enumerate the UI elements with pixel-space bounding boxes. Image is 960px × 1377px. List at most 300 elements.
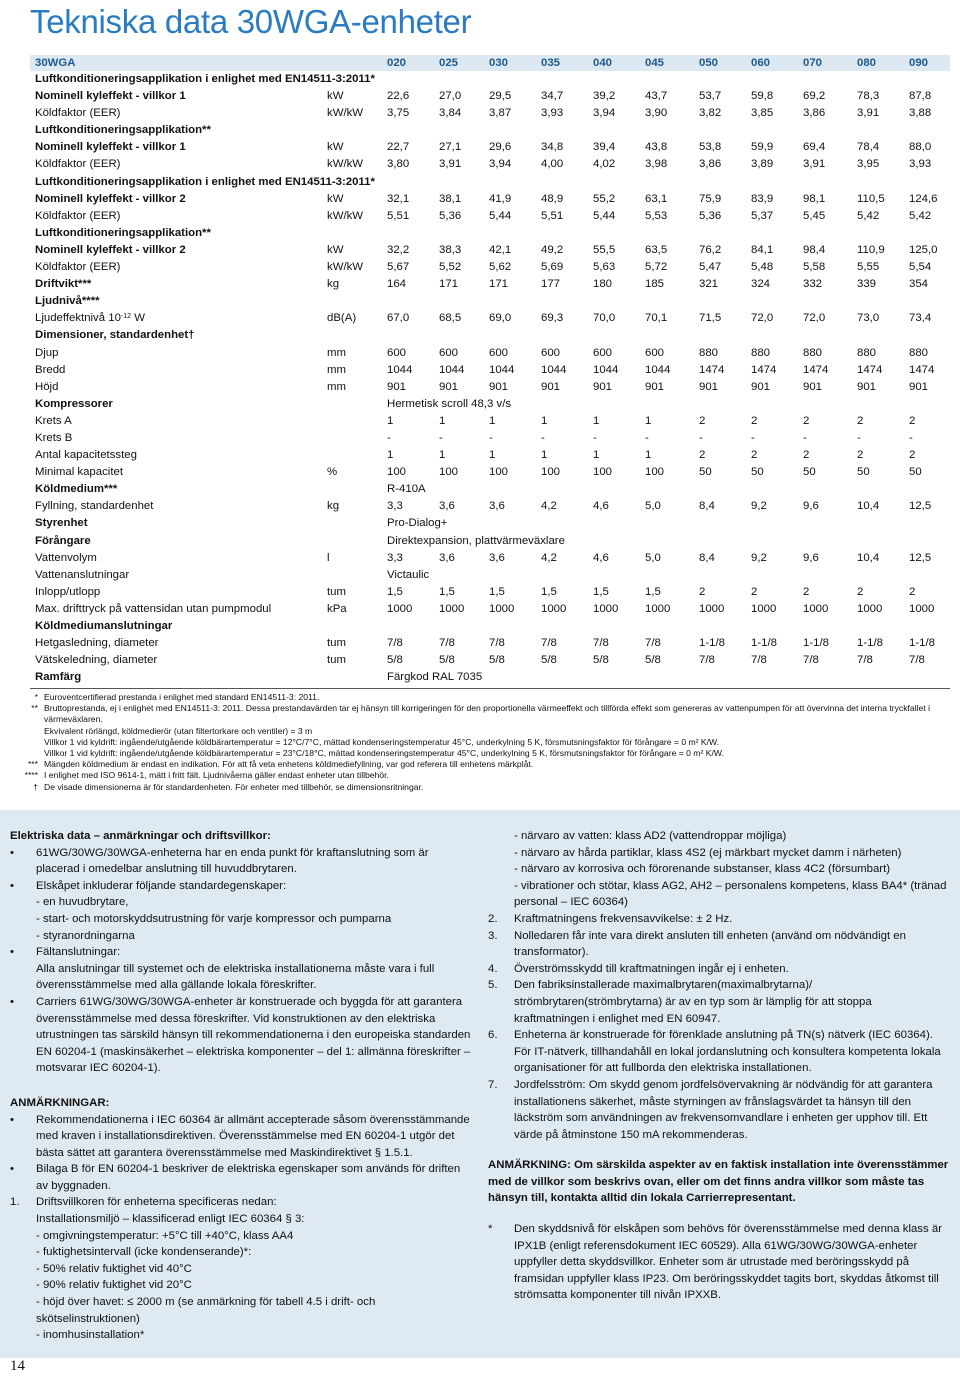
- table-cell: 2: [857, 449, 864, 462]
- table-cell: 73,0: [857, 312, 880, 325]
- table-cell: 5,0: [645, 551, 661, 564]
- row-label: Hetgasledning, diameter: [35, 637, 159, 650]
- table-cell: 110,5: [857, 192, 885, 205]
- section-heading-row: [30, 293, 950, 310]
- model-header-070: 070: [803, 57, 823, 69]
- table-cell: 78,4: [857, 141, 880, 154]
- table-cell: 1000: [803, 602, 829, 615]
- section-heading: Luftkonditioneringsapplikation i enlighet med EN14511-3:2011*: [35, 175, 375, 188]
- table-cell: 100: [645, 466, 665, 479]
- table-cell: 5,36: [699, 209, 722, 222]
- footnote-text: De visade dimensionerna är för standardenheten. För enheter med tillbehör, se dimensionsritningar.: [44, 781, 424, 792]
- table-cell: 3,91: [439, 158, 462, 171]
- table-cell: 2: [803, 414, 810, 427]
- table-cell: 50: [909, 466, 922, 479]
- table-cell: 5/8: [541, 654, 557, 667]
- table-cell: 1: [541, 449, 548, 462]
- table-cell: 63,5: [645, 243, 668, 256]
- table-cell: 9,6: [803, 551, 819, 564]
- table-cell: 4,2: [541, 500, 557, 513]
- table-cell: 1044: [439, 363, 465, 376]
- bullet-icon: •: [10, 1113, 14, 1126]
- table-cell: 69,0: [489, 312, 512, 325]
- table-cell: 3,90: [645, 107, 668, 120]
- table-cell: 5,51: [387, 209, 410, 222]
- env-line: - vibrationer och stötar, klass AG2, AH2 – personalens kompetens, klass BA4* (tränad personal – IEC 60364): [514, 879, 947, 909]
- table-bottom-rule: [30, 688, 950, 689]
- table-cell: 7/8: [857, 654, 873, 667]
- table-cell: 9,2: [751, 551, 767, 564]
- elec-bullet-3: • Fältanslutningar:: [10, 944, 472, 961]
- footnote: [12, 726, 932, 737]
- row-unit: l: [327, 551, 330, 564]
- row-label: Styrenhet: [35, 517, 88, 530]
- table-cell: -: [387, 431, 391, 444]
- table-row: [30, 601, 950, 618]
- table-cell: 1000: [593, 602, 619, 615]
- table-cell: 3,91: [803, 158, 826, 171]
- table-cell: 10,4: [857, 551, 880, 564]
- table-cell: 2: [857, 414, 864, 427]
- model-header-060: 060: [751, 57, 771, 69]
- table-cell: 1: [387, 414, 394, 427]
- table-cell: 600: [439, 346, 459, 359]
- row-label: Inlopp/utlopp: [35, 585, 101, 598]
- span-value: Hermetisk scroll 48,3 v/s: [387, 397, 512, 410]
- row-unit: mm: [327, 346, 346, 359]
- row-label: Kompressorer: [35, 397, 113, 410]
- n1-line: - 90% relativ fuktighet vid 20°C: [36, 1279, 192, 1292]
- row-unit: kg: [327, 500, 340, 513]
- table-cell: 2: [857, 585, 864, 598]
- std-item: - start- och motorskyddsutrustning för varje kompressor och pumparna: [36, 912, 392, 925]
- row-label: Köldfaktor (EER): [35, 107, 121, 120]
- table-row: [30, 447, 950, 464]
- table-cell: 5,0: [645, 500, 661, 513]
- table-cell: 22,7: [387, 141, 410, 154]
- row-unit: tum: [327, 585, 346, 598]
- table-cell: 8,4: [699, 551, 715, 564]
- bullet-icon: •: [10, 846, 14, 859]
- table-cell: 12,5: [909, 551, 932, 564]
- table-cell: -: [593, 431, 597, 444]
- table-cell: 3,88: [909, 107, 932, 120]
- table-cell: 5,63: [593, 261, 616, 274]
- table-cell: 2: [909, 585, 916, 598]
- row-label: Minimal kapacitet: [35, 466, 123, 479]
- row-label-suffix: W: [131, 312, 145, 325]
- row-unit: mm: [327, 380, 346, 393]
- span-value: Direktexpansion, plattvärmeväxlare: [387, 534, 565, 547]
- row-label: Nominell kyleffekt - villkor 1: [35, 141, 186, 154]
- table-cell: 1474: [909, 363, 935, 376]
- table-cell: 5,62: [489, 261, 512, 274]
- table-cell: 1-1/8: [803, 637, 829, 650]
- table-cell: 7/8: [593, 637, 609, 650]
- table-cell: 2: [699, 414, 706, 427]
- model-header-045: 045: [645, 57, 665, 69]
- span-value: Pro-Dialog+: [387, 517, 448, 530]
- numbered-item: [488, 977, 950, 1027]
- row-label: Nominell kyleffekt - villkor 1: [35, 90, 186, 103]
- table-cell: 321: [699, 278, 719, 291]
- table-cell: 2: [699, 585, 706, 598]
- footnote-text: Villkor 1 vid kyldrift: ingående/utgående köldbärartemperatur = 23°C/18°C, mättad kondenseringstemperatur 45°C, underkylning 5 K, försmutsningsfaktor för förångare = 0 m² K/W.: [44, 748, 724, 759]
- section-heading: Luftkonditioneringsapplikation**: [35, 124, 211, 137]
- span-value: R-410A: [387, 483, 426, 496]
- table-cell: 3,6: [439, 500, 455, 513]
- env-line: - närvaro av vatten: klass AD2 (vattendroppar möjliga): [514, 830, 787, 842]
- section-heading: Luftkonditioneringsapplikation i enlighet med EN14511-3:2011*: [35, 73, 375, 85]
- table-cell: 880: [909, 346, 929, 359]
- row-label: Förångare: [35, 534, 91, 547]
- bullet-icon: •: [10, 1163, 14, 1176]
- table-row: [30, 242, 950, 259]
- table-cell: 84,1: [751, 243, 774, 256]
- footnote-mark: *: [34, 692, 38, 702]
- row-label: Fyllning, standardenhet: [35, 500, 154, 513]
- item-number: 4.: [488, 962, 498, 975]
- table-cell: 48,9: [541, 192, 564, 205]
- row-label: Vattenvolym: [35, 551, 97, 564]
- table-cell: -: [489, 431, 493, 444]
- table-cell: 1000: [645, 602, 671, 615]
- table-cell: 98,4: [803, 243, 826, 256]
- table-row: [30, 464, 950, 481]
- table-cell: 29,6: [489, 141, 512, 154]
- table-cell: 5,69: [541, 261, 564, 274]
- table-row: [30, 584, 950, 601]
- item-number: 2.: [488, 912, 498, 925]
- table-cell: 2: [803, 449, 810, 462]
- table-cell: -: [751, 431, 755, 444]
- table-row: [30, 276, 950, 293]
- std-item: - en huvudbrytare,: [36, 896, 129, 909]
- table-cell: 7/8: [541, 637, 557, 650]
- table-cell: 5,36: [439, 209, 462, 222]
- row-label: Köldfaktor (EER): [35, 261, 121, 274]
- table-cell: 164: [387, 278, 407, 291]
- table-cell: 3,6: [439, 551, 455, 564]
- table-cell: 34,7: [541, 90, 564, 103]
- footnote-mark: †: [33, 781, 38, 792]
- table-cell: 1: [645, 449, 652, 462]
- footnote-mark: ***: [27, 759, 38, 770]
- row-unit: kW: [327, 192, 344, 205]
- table-cell: 5,54: [909, 261, 932, 274]
- table-cell: 53,7: [699, 90, 722, 103]
- n1-line: - inomhusinstallation*: [36, 1329, 145, 1342]
- table-cell: 5,53: [645, 209, 668, 222]
- table-cell: 1044: [645, 363, 671, 376]
- row-label: Köldfaktor (EER): [35, 158, 121, 171]
- table-cell: 7/8: [909, 654, 925, 667]
- table-cell: 4,2: [541, 551, 557, 564]
- table-cell: 1474: [857, 363, 883, 376]
- table-cell: 2: [699, 449, 706, 462]
- table-cell: 901: [387, 380, 407, 393]
- table-cell: 2: [751, 585, 758, 598]
- footnote: [12, 759, 932, 770]
- table-cell: 7/8: [645, 637, 661, 650]
- table-cell: 98,1: [803, 192, 826, 205]
- row-label: [35, 310, 145, 327]
- table-cell: 1: [439, 414, 446, 427]
- row-unit: kW/kW: [327, 261, 364, 274]
- table-cell: 171: [489, 278, 509, 291]
- table-cell: 75,9: [699, 192, 722, 205]
- table-cell: 3,91: [857, 107, 880, 120]
- table-cell: 9,6: [803, 500, 819, 513]
- numbered-item: [488, 911, 950, 928]
- row-label: Max. drifttryck på vattensidan utan pumpmodul: [35, 602, 272, 615]
- table-cell: 7/8: [489, 637, 505, 650]
- bullet-icon: •: [10, 995, 14, 1008]
- row-unit: dB(A): [327, 312, 357, 325]
- item-number: 6.: [488, 1029, 498, 1042]
- note-bullet-1: • Rekommendationerna i IEC 60364 är allmänt accepterade såsom överensstämmande med kraven i installationsdirektiven. Överensstämmelse med EN 60204-1 utgör det bästa sättet att garantera överensstämmelse med Maskindirektivet § 1.5.1.: [10, 1113, 470, 1159]
- table-cell: 5,44: [593, 209, 616, 222]
- table-cell: 3,86: [699, 158, 722, 171]
- page-title: Tekniska data 30WGA-enheter: [30, 3, 472, 40]
- notes-heading: ANMÄRKNINGAR:: [10, 1096, 110, 1109]
- table-cell: 1000: [541, 602, 567, 615]
- table-row: [30, 208, 950, 225]
- table-cell: 42,1: [489, 243, 512, 256]
- footnote: [12, 737, 932, 748]
- table-cell: 8,4: [699, 500, 715, 513]
- footnote-mark: ****: [24, 770, 38, 781]
- numbered-item: [488, 961, 950, 978]
- footnote: [12, 782, 932, 793]
- table-cell: 880: [751, 346, 771, 359]
- table-cell: -: [857, 431, 861, 444]
- section-heading-row: [30, 327, 950, 344]
- table-cell: 600: [489, 346, 509, 359]
- table-cell: 901: [489, 380, 509, 393]
- section-heading-row: [30, 122, 950, 139]
- table-cell: 1044: [387, 363, 413, 376]
- table-row: [30, 430, 950, 447]
- table-cell: 39,4: [593, 141, 616, 154]
- row-label-text: Ljudeffektnivå 10: [35, 312, 121, 325]
- table-cell: 7/8: [803, 654, 819, 667]
- table-cell: 73,4: [909, 312, 932, 325]
- table-cell: 38,1: [439, 192, 462, 205]
- n1-line: - höjd över havet: ≤ 2000 m (se anmärkning för tabell 4.5 i drift- och skötselinstruktionen): [36, 1296, 376, 1325]
- model-header-080: 080: [857, 57, 877, 69]
- note-1: 1. Driftsvillkoren för enheterna specificeras nedan:: [10, 1194, 472, 1211]
- row-unit: %: [327, 466, 338, 479]
- row-label: Krets A: [35, 414, 72, 427]
- table-cell: 5/8: [439, 654, 455, 667]
- model-header-020: 020: [387, 57, 407, 69]
- footnote-text: Euroventcertifierad prestanda i enlighet med standard EN14511-3: 2011.: [44, 692, 320, 702]
- table-cell: 124,6: [909, 192, 938, 205]
- row-unit: tum: [327, 654, 346, 667]
- table-cell: 7/8: [699, 654, 715, 667]
- table-cell: 3,94: [593, 107, 616, 120]
- table-cell: 3,87: [489, 107, 512, 120]
- table-cell: 100: [541, 466, 561, 479]
- item-text: Överströmsskydd till kraftmatningen ingår ej i enheten.: [514, 962, 789, 975]
- table-cell: 69,2: [803, 90, 826, 103]
- env-line: - närvaro av hårda partiklar, klass 4S2 (ej märkbart mycket damm i närheten): [514, 846, 902, 859]
- table-cell: 2: [751, 414, 758, 427]
- table-row: [30, 259, 950, 276]
- electrical-heading: Elektriska data – anmärkningar och driftsvillkor:: [10, 830, 271, 842]
- table-cell: 1,5: [489, 585, 505, 598]
- item-text: Jordfelsström: Om skydd genom jordfelsövervakning är nödvändig för att garantera installationens säkerhet, måste styrningen av frånslagsvärdet ta hänsyn till den läckström som användningen av frekvensomvandlare i enheten ger upphov till. Ett värde på åtminstone 150 mA rekommenderas.: [514, 1078, 933, 1141]
- table-cell: 49,2: [541, 243, 564, 256]
- env-line: - närvaro av korrosiva och förorenande substanser, klass 4C2 (försumbart): [514, 863, 891, 876]
- numbered-list: [488, 911, 950, 1143]
- model-header-050: 050: [699, 57, 719, 69]
- table-cell: 901: [803, 380, 823, 393]
- table-cell: 27,1: [439, 141, 462, 154]
- table-cell: 3,86: [803, 107, 826, 120]
- table-row: [30, 88, 950, 105]
- table-cell: 880: [699, 346, 719, 359]
- table-cell: 3,89: [751, 158, 774, 171]
- table-cell: 5/8: [489, 654, 505, 667]
- asterisk-mark: *: [488, 1223, 493, 1236]
- row-label: Vätskeledning, diameter: [35, 654, 158, 667]
- table-cell: 185: [645, 278, 665, 291]
- table-row: [30, 396, 950, 413]
- table-cell: 72,0: [803, 312, 826, 325]
- model-header-090: 090: [909, 57, 929, 69]
- table-row: [30, 669, 950, 686]
- table-cell: 59,9: [751, 141, 774, 154]
- table-cell: -: [909, 431, 913, 444]
- table-cell: 3,94: [489, 158, 512, 171]
- table-cell: 7/8: [387, 637, 403, 650]
- span-value: Färgkod RAL 7035: [387, 671, 483, 684]
- table-cell: 100: [593, 466, 613, 479]
- row-unit: kW: [327, 141, 344, 154]
- table-cell: 1,5: [541, 585, 557, 598]
- table-cell: 5,58: [803, 261, 826, 274]
- page-number: 14: [10, 1358, 25, 1374]
- table-cell: 901: [645, 380, 665, 393]
- table-cell: 3,75: [387, 107, 410, 120]
- table-cell: 76,2: [699, 243, 722, 256]
- table-cell: 39,2: [593, 90, 616, 103]
- table-cell: 901: [909, 380, 929, 393]
- table-cell: 4,00: [541, 158, 564, 171]
- span-value: Victaulic: [387, 568, 430, 581]
- table-row: [30, 498, 950, 515]
- table-cell: 1-1/8: [751, 637, 777, 650]
- elec-bullet-1: • 61WG/30WG/30WGA-enheterna har en enda punkt för kraftanslutning som är placerad i omedelbar anslutning till huvuddbrytaren.: [10, 846, 429, 876]
- table-row: [30, 362, 950, 379]
- table-cell: 100: [387, 466, 407, 479]
- table-cell: 1000: [751, 602, 777, 615]
- table-cell: 5,72: [645, 261, 668, 274]
- table-row: [30, 191, 950, 208]
- table-cell: 4,6: [593, 500, 609, 513]
- table-cell: 901: [751, 380, 771, 393]
- electrical-left-column: [10, 828, 472, 1344]
- bullet-icon: •: [10, 946, 14, 959]
- table-cell: 29,5: [489, 90, 512, 103]
- n1-line: Installationsmiljö – klassificerad enligt IEC 60364 § 3:: [36, 1213, 305, 1226]
- table-cell: 1000: [489, 602, 515, 615]
- table-cell: 1474: [751, 363, 777, 376]
- row-unit: kg: [327, 278, 340, 291]
- table-cell: 34,8: [541, 141, 564, 154]
- table-cell: 5,42: [909, 209, 932, 222]
- table-cell: 1044: [489, 363, 515, 376]
- table-cell: 1,5: [387, 585, 403, 598]
- table-cell: 5,44: [489, 209, 512, 222]
- table-cell: 3,85: [751, 107, 774, 120]
- table-cell: -: [541, 431, 545, 444]
- table-cell: 1-1/8: [857, 637, 883, 650]
- table-cell: 901: [699, 380, 719, 393]
- row-label-sup: -12: [120, 313, 132, 321]
- model-header-025: 025: [439, 57, 459, 69]
- table-cell: 3,3: [387, 500, 403, 513]
- table-cell: 1-1/8: [909, 637, 935, 650]
- table-cell: 1000: [439, 602, 465, 615]
- table-cell: 5,52: [439, 261, 462, 274]
- footnote-text: Villkor 1 vid kyldrift: ingående/utgående köldbärartemperatur = 12°C/7°C, mättad kondenseringstemperatur 45°C, underkylning 5 K, försmutsningsfaktor för förångare = 0 m² K/W.: [44, 736, 720, 747]
- table-row: [30, 550, 950, 567]
- table-cell: 71,5: [699, 312, 722, 325]
- footnote-text: Bruttoprestanda, ej i enlighet med EN14511-3: 2011. Dessa prestandavärden tar ej hänsyn till korrigeringen för den proportionella värmeeffekt och tillförda effekt som genereras av vattenpumpen för att övervinna det interna tryckfallet i värmeväxlaren.: [44, 703, 930, 725]
- table-cell: 1000: [699, 602, 725, 615]
- table-cell: 87,8: [909, 90, 932, 103]
- table-cell: 177: [541, 278, 561, 291]
- section-heading-row: [30, 618, 950, 635]
- table-cell: 55,5: [593, 243, 616, 256]
- numbered-item: [488, 1027, 950, 1077]
- table-cell: 59,8: [751, 90, 774, 103]
- table-cell: 53,8: [699, 141, 722, 154]
- table-cell: 83,9: [751, 192, 774, 205]
- table-row: [30, 345, 950, 362]
- table-cell: 5/8: [645, 654, 661, 667]
- row-label: Köldmedium***: [35, 483, 118, 496]
- table-cell: 68,5: [439, 312, 462, 325]
- table-cell: 901: [857, 380, 877, 393]
- table-cell: 1000: [909, 602, 935, 615]
- table-cell: -: [803, 431, 807, 444]
- table-row: [30, 533, 950, 550]
- table-cell: 1-1/8: [699, 637, 725, 650]
- table-cell: 3,93: [541, 107, 564, 120]
- section-heading-row: [30, 71, 950, 88]
- table-cell: 67,0: [387, 312, 410, 325]
- row-unit: kPa: [327, 602, 347, 615]
- table-cell: 171: [439, 278, 459, 291]
- note-number: 1.: [10, 1196, 20, 1209]
- footnote: [12, 748, 932, 759]
- item-number: 3.: [488, 929, 498, 942]
- table-cell: 3,84: [439, 107, 462, 120]
- item-number: 7.: [488, 1078, 498, 1091]
- table-cell: 1474: [803, 363, 829, 376]
- table-cell: 3,6: [489, 551, 505, 564]
- table-cell: 1: [489, 449, 496, 462]
- table-cell: 2: [751, 449, 758, 462]
- footnote: [12, 692, 932, 703]
- table-cell: 5,37: [751, 209, 774, 222]
- row-unit: tum: [327, 637, 346, 650]
- table-cell: 1,5: [645, 585, 661, 598]
